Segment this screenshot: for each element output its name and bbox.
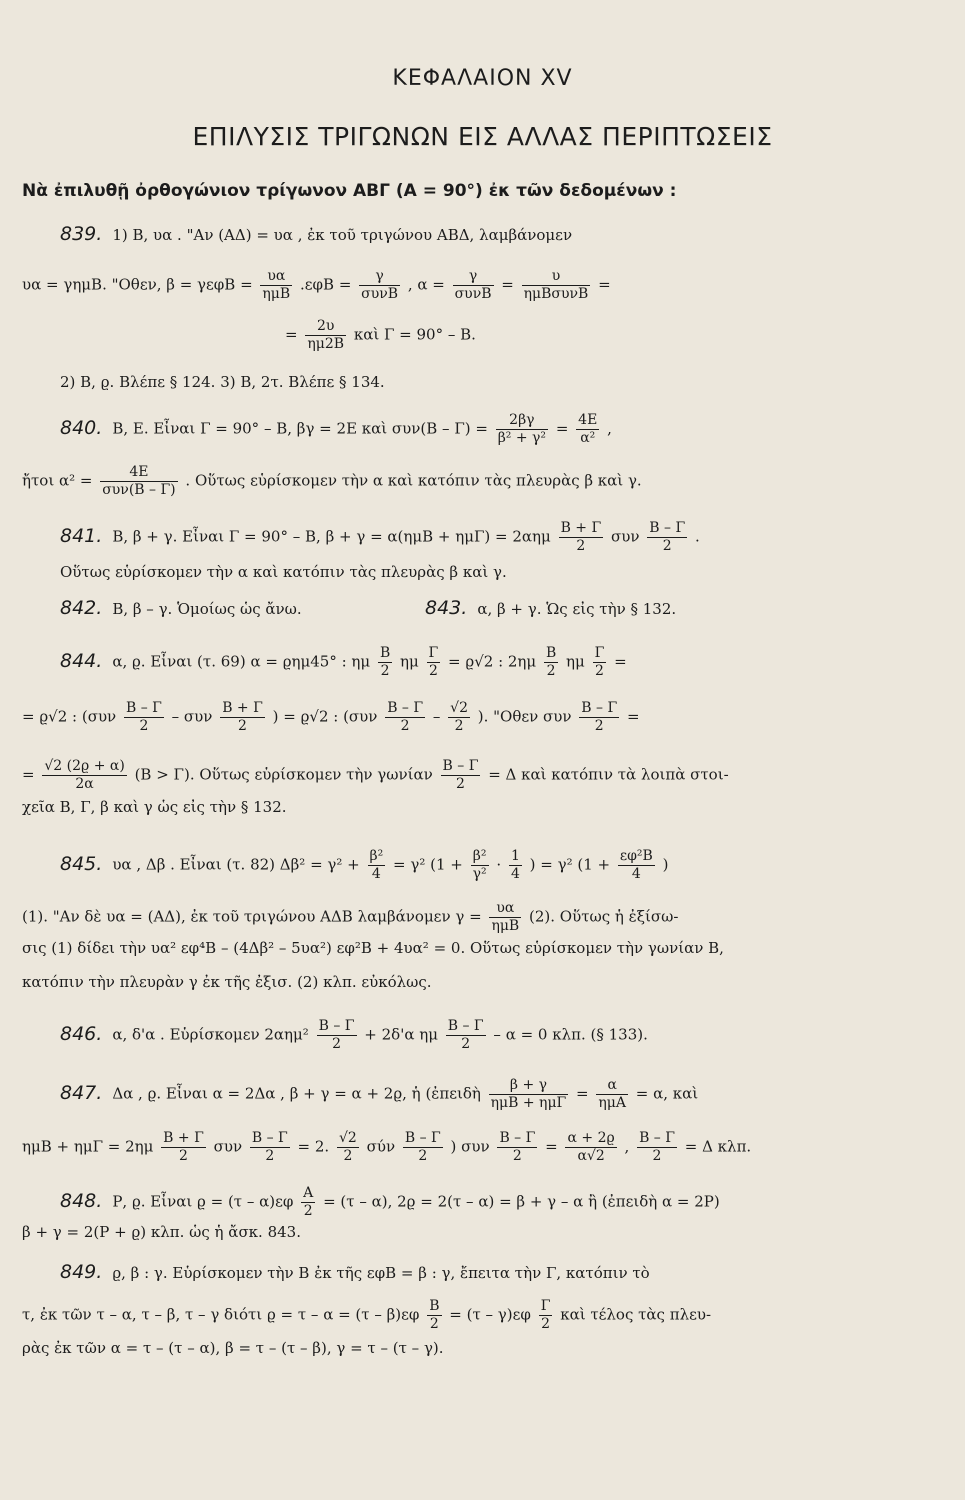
denominator: 2 [161,1147,206,1165]
fraction [544,645,558,680]
fraction [220,700,265,735]
denominator: 2 [544,662,558,680]
denominator: 2 [441,775,481,793]
text: ). "Οθεν συν [477,707,572,726]
text: καὶ Γ = 90° – Β. [353,325,476,344]
exercise-847-line-2 [22,1130,751,1165]
denominator: 2 [378,662,392,680]
text: = Δ κλπ. [684,1137,752,1156]
numerator: 1 [510,848,520,864]
text: σύν [366,1137,396,1156]
numerator: Β – Γ [649,520,686,536]
fraction [42,758,126,793]
text: ) = ϱ√2 : (συν [272,707,378,726]
exercise-number: 839. [60,223,103,245]
text: (Β > Γ). Οὕτως εὑρίσκομεν τὴν γωνίαν [134,765,433,784]
numerator: Β – Γ [581,700,618,716]
text: Β, β – γ. Ὁμοίως ὡς ἄνω. [112,600,302,618]
fraction [453,268,494,303]
numerator: α + 2ϱ [567,1130,615,1146]
fraction [471,848,489,883]
text: ϱ, β : γ. Εὑρίσκομεν τὴν Β ἐκ τῆς εφΒ = β : γ, ἔπειτα τὴν Γ, κατόπιν τὸ [112,1264,650,1282]
denominator: ημΒ [491,918,520,934]
numerator: 2βγ [509,412,535,428]
text: Β, Ε. Εἶναι Γ = 90° – Β, βγ = 2Ε καὶ συν(Β – Γ) = [112,419,488,438]
text: ημ [400,652,419,671]
chapter-heading: ΚΕΦΑΛΑΙΟΝ XV [392,66,573,91]
exercise-number: 841. [60,524,103,547]
numerator: β + γ [509,1077,547,1093]
text: 1) Β, υα . "Αν (ΑΔ) = υα , ἐκ τοῦ τριγώνου ΑΒΔ, λαμβάνομεν [112,226,573,244]
exercise-number: 849. [60,1261,103,1283]
numerator: Β + Γ [163,1130,204,1146]
denominator: ημΑ [598,1095,627,1111]
exercise-number: 846. [60,1022,103,1045]
denominator: 2 [637,1147,677,1165]
text: + 2δ'α ημ [364,1025,438,1044]
exercise-849-line-2 [22,1298,711,1333]
text: ) συν [450,1137,490,1156]
text: Β, β + γ. Εἶναι Γ = 90° – Β, β + γ = α(ημΒ + ημΓ) = 2αημ [112,527,551,546]
fraction [647,520,687,555]
page-title: ΕΠΙΛΥΣΙΣ ΤΡΙΓΩΝΩΝ ΕΙΣ ΑΛΛΑΣ ΠΕΡΙΠΤΩΣΕΙΣ [192,122,773,151]
numerator: υα [267,268,286,284]
denominator: 2 [497,1147,537,1165]
fraction [305,318,346,353]
fraction [260,268,292,303]
text: . [694,527,700,546]
text: υα = γημΒ. "Οθεν, β = γεφΒ = [22,275,253,294]
exercise-846-line-1 [60,1018,648,1053]
fraction [559,520,604,555]
text: (1). "Αν δὲ υα = (ΑΔ), ἐκ τοῦ τριγώνου ΑΔΒ λαμβάνομεν γ = [22,907,482,926]
fraction [368,848,386,883]
denominator: 2 [220,717,265,735]
denominator: συνΒ [454,286,492,302]
text: = (τ – γ)εφ [449,1305,531,1324]
denominator: 2 [427,662,441,680]
text: α, ϱ. Εἶναι (τ. 69) α = ϱημ45° : ημ [112,652,371,671]
text: υα , Δβ . Εἶναι (τ. 82) Δβ² = γ² + [112,855,360,874]
denominator: 2 [385,717,425,735]
exercise-number: 847. [60,1081,103,1104]
exercise-844-line-4: χεῖα Β, Γ, β καὶ γ ὡς εἰς τὴν § 132. [22,798,287,816]
denominator: γ² [472,866,487,882]
denominator: 2 [124,717,164,735]
text: = [576,1084,589,1103]
numerator: Β + Γ [222,700,263,716]
fraction [522,268,591,303]
text: = [555,419,569,438]
fraction [100,464,177,499]
text: = [22,765,35,784]
exercise-845-line-2 [22,900,678,935]
denominator: 4 [510,866,520,882]
text: .εφΒ = [299,275,352,294]
exercise-849-line-3: ρὰς ἐκ τῶν α = τ – (τ – α), β = τ – (τ – β), γ = τ – (τ – γ). [22,1339,444,1357]
exercise-849-line-1 [60,1262,650,1283]
denominator: 2 [647,537,687,555]
text: , [607,419,612,438]
denominator: 2 [539,1315,553,1333]
fraction [593,645,607,680]
fraction [448,700,470,735]
denominator: 2α [42,775,126,793]
denominator: 2 [337,1147,359,1165]
numerator: Β + Γ [560,520,602,536]
text: = α, καὶ [635,1084,699,1103]
fraction [337,1130,359,1165]
exercise-844-line-1 [60,645,627,680]
text: = [285,325,298,344]
text: α, δ'α . Εὑρίσκομεν 2αημ² [112,1025,309,1044]
fraction [496,412,548,447]
denominator: 2 [250,1147,290,1165]
fraction [579,700,619,735]
denominator: 4 [618,865,655,883]
numerator: Β [545,645,557,661]
fraction [489,900,521,935]
text: , [624,1137,630,1156]
denominator: 2 [403,1147,443,1165]
numerator: Β – Γ [125,700,162,716]
numerator: β² [472,848,487,864]
text: συν [213,1137,243,1156]
exercise-839-line-3 [285,318,476,353]
numerator: Β – Γ [447,1018,484,1034]
text: = [614,652,627,671]
fraction [509,848,522,883]
exercise-845-line-3: σις (1) δίδει τὴν υα² εφ⁴Β – (4Δβ² – 5υα²) εφ²Β + 4υα² = 0. Οὕτως εὑρίσκομεν τὴν γωνίαν Β, [22,939,724,957]
exercise-845-line-1 [60,848,668,883]
fraction [497,1130,537,1165]
numerator: 4Ε [578,412,598,428]
text: ημ [566,652,585,671]
fraction [576,412,599,447]
numerator: γ [375,268,384,284]
fraction [385,700,425,735]
fraction [124,700,164,735]
denominator: α√2 [565,1147,616,1165]
fraction [427,645,441,680]
numerator: Α [303,1185,314,1201]
numerator: α [607,1077,617,1093]
fraction [618,848,655,883]
text: = (τ – α), 2ϱ = 2(τ – α) = β + γ – α ἢ (ἐπειδὴ α = 2Ρ) [323,1192,720,1211]
denominator: 4 [368,865,386,883]
denominator: 2 [317,1035,357,1053]
text: Ρ, ϱ. Εἶναι ϱ = (τ – α)εφ [112,1192,294,1211]
numerator: √2 (2ϱ + α) [44,758,125,774]
denominator: 2 [446,1035,486,1053]
exercise-840-line-1 [60,412,612,447]
text: = Δ καὶ κατόπιν τὰ λοιπὰ στοι- [488,765,729,784]
text: = 2. [297,1137,330,1156]
fraction [489,1077,569,1112]
text: = [598,275,611,294]
denominator: 2 [301,1202,315,1220]
text: = ϱ√2 : (συν [22,707,117,726]
exercise-841-line-1 [60,520,700,555]
text: · [496,855,502,874]
denominator: ημΒ + ημΓ [490,1095,567,1111]
fraction [161,1130,206,1165]
numerator: Γ [428,645,439,661]
exercise-number: 840. [60,416,103,439]
text: = γ² (1 + [393,855,463,874]
denominator: ημΒ [262,286,291,302]
exercise-841-line-2: Οὕτως εὑρίσκομεν τὴν α καὶ κατόπιν τὰς πλευρὰς β καὶ γ. [60,563,507,581]
denominator: ημΒσυνΒ [523,286,589,302]
exercise-845-line-4: κατόπιν τὴν πλευρὰν γ ἐκ τῆς ἐξισ. (2) κλπ. εὐκόλως. [22,973,432,991]
fraction [301,1185,315,1220]
text: Δα , ϱ. Εἶναι α = 2Δα , β + γ = α + 2ϱ, ἡ (ἐπειδὴ [112,1084,481,1103]
numerator: Β – Γ [404,1130,441,1146]
text: (2). Οὕτως ἡ ἐξίσω- [529,907,679,926]
numerator: γ [468,268,478,284]
fraction [596,1077,628,1112]
text: , α = [407,275,445,294]
numerator: Β – Γ [499,1130,536,1146]
numerator: Β – Γ [639,1130,675,1146]
numerator: 4Ε [129,464,149,480]
exercise-848-line-1 [60,1185,720,1220]
fraction [427,1298,441,1333]
text: = ϱ√2 : 2ημ [448,652,537,671]
exercise-839-line-1 [60,224,572,245]
numerator: εφ²Β [619,848,653,864]
text: – [432,707,441,726]
fraction [565,1130,616,1165]
fraction [378,645,392,680]
numerator: υ [551,268,561,284]
intro-line: Νὰ ἐπιλυθῇ ὀρθογώνιον τρίγωνον ΑΒΓ (Α = 90°) ἐκ τῶν δεδομένων : [22,181,677,201]
numerator: Γ [594,645,605,661]
text: συν [610,527,640,546]
exercise-844-line-3 [22,758,729,793]
numerator: β² [369,848,384,864]
numerator: √2 [338,1130,357,1146]
text: ἤτοι α² = [22,471,93,490]
fraction [403,1130,443,1165]
denominator: 2 [593,662,607,680]
denominator: β² + γ² [497,430,547,446]
exercise-847-line-1 [60,1077,698,1112]
numerator: υα [496,900,515,916]
denominator: 2 [448,717,470,735]
fraction [359,268,400,303]
denominator: α² [576,429,599,447]
fraction [317,1018,357,1053]
text: ημΒ + ημΓ = 2ημ [22,1137,154,1156]
denominator: συν(Β – Γ) [102,482,176,498]
text: καὶ τέλος τὰς πλευ- [560,1305,712,1324]
text: ) [662,855,669,874]
numerator: Β [379,645,391,661]
exercise-844-line-2 [22,700,640,735]
numerator: 2υ [316,318,335,334]
denominator: ημ2Β [307,336,345,352]
exercise-number: 843. [425,597,468,619]
denominator: 2 [427,1315,441,1333]
text: . Οὕτως εὑρίσκομεν τὴν α καὶ κατόπιν τὰς πλευρὰς β καὶ γ. [185,471,642,490]
text: α, β + γ. Ὡς εἰς τὴν § 132. [477,600,677,618]
exercise-840-line-2 [22,464,642,499]
text: = [626,707,640,726]
numerator: Β – Γ [387,700,424,716]
exercise-number: 848. [60,1189,103,1212]
numerator: Β – Γ [318,1018,355,1034]
exercise-839-line-2 [22,268,611,303]
exercise-843-line [425,598,676,619]
exercise-number: 844. [60,649,103,672]
numerator: Β – Γ [442,758,479,774]
exercise-848-line-2: β + γ = 2(Ρ + ϱ) κλπ. ὡς ἡ ἄσκ. 843. [22,1223,301,1241]
fraction [539,1298,553,1333]
fraction [637,1130,677,1165]
exercise-number: 842. [60,597,103,619]
fraction [446,1018,486,1053]
fraction [441,758,481,793]
fraction [250,1130,290,1165]
exercise-842-line [60,598,302,619]
exercise-839-line-4: 2) Β, ϱ. Βλέπε § 124. 3) Β, 2τ. Βλέπε § 134. [60,373,385,391]
text: τ, ἐκ τῶν τ – α, τ – β, τ – γ διότι ϱ = τ – α = (τ – β)εφ [22,1305,420,1324]
denominator: 2 [579,717,619,735]
numerator: Γ [540,1298,551,1314]
text: ) = γ² (1 + [529,855,611,874]
denominator: συνΒ [361,286,399,302]
text: – α = 0 κλπ. (§ 133). [493,1025,648,1044]
text: – συν [171,707,213,726]
text: = [501,275,514,294]
numerator: Β [429,1298,440,1314]
numerator: √2 [450,700,468,716]
exercise-number: 845. [60,852,103,875]
denominator: 2 [559,537,604,555]
numerator: Β – Γ [251,1130,288,1146]
text: = [545,1137,558,1156]
